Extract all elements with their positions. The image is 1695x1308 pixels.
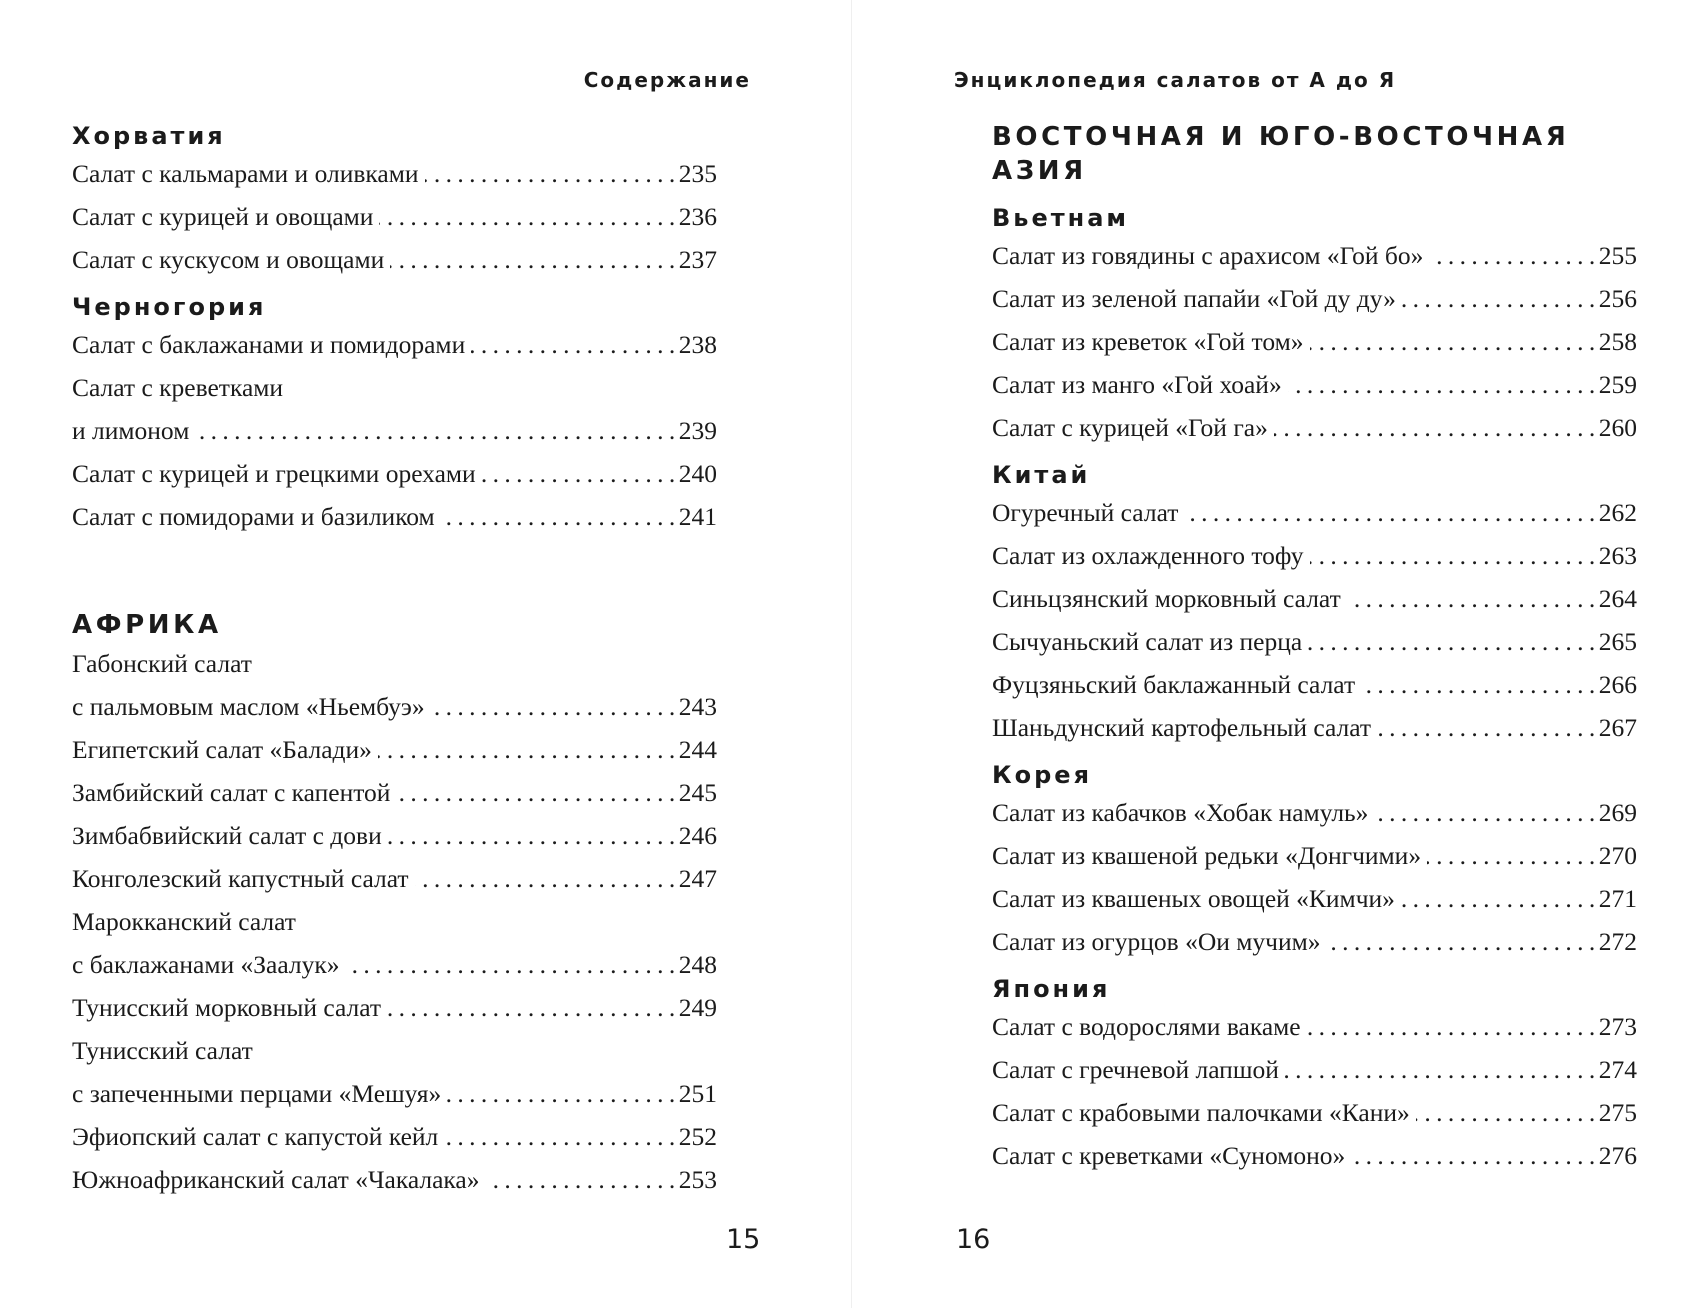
toc-entry[interactable] (992, 1134, 1637, 1177)
toc-entry[interactable] (72, 1158, 717, 1201)
dot-leader (1377, 706, 1595, 749)
right-page (852, 0, 1695, 1308)
toc-entry[interactable] (72, 195, 717, 238)
section-heading: Корея (992, 761, 1092, 789)
section-spacer (72, 548, 717, 608)
entry-page: 252 (678, 1122, 717, 1151)
entry-title: Салат с водорослями вакаме (992, 1012, 1301, 1041)
dot-leader (425, 152, 675, 195)
entry-page: 259 (1598, 370, 1637, 399)
entry-page: 262 (1598, 498, 1637, 527)
entry-title-line1[interactable]: Марокканский салат (72, 907, 296, 936)
dot-leader (1184, 491, 1594, 534)
entry-title: Салат из квашеной редьки «Донгчими» (992, 841, 1422, 870)
entry-page: 258 (1598, 327, 1637, 356)
entry-page: 276 (1598, 1141, 1637, 1170)
dot-leader (1310, 534, 1595, 577)
entry-title: Салат с курицей и овощами (72, 202, 374, 231)
entry-title: Сычуаньский салат из перца (992, 627, 1303, 656)
dot-leader (431, 685, 675, 728)
toc-entry[interactable] (72, 495, 717, 538)
entry-page: 260 (1598, 413, 1637, 442)
entry-title: с баклажанами «Заалук» (72, 950, 340, 979)
toc-entry[interactable] (992, 277, 1637, 320)
entry-title: Салат из креветок «Гой том» (992, 327, 1304, 356)
dot-leader (390, 238, 675, 281)
toc-entry[interactable] (72, 1115, 717, 1158)
dot-leader (1401, 877, 1595, 920)
region-heading: ВОСТОЧНАЯ И ЮГО-ВОСТОЧНАЯ АЗИЯ (992, 122, 1570, 186)
toc-entry[interactable] (992, 491, 1637, 534)
entry-title: Тунисский морковный салат (72, 993, 382, 1022)
page-number: 15 (726, 1224, 761, 1255)
entry-page: 248 (678, 950, 717, 979)
dot-leader (345, 943, 674, 986)
entry-title-line1[interactable]: Габонский салат (72, 649, 252, 678)
dot-leader (447, 1072, 674, 1115)
entry-page: 275 (1598, 1098, 1637, 1127)
toc-entry[interactable] (992, 1048, 1637, 1091)
dot-leader (388, 814, 675, 857)
entry-page: 264 (1598, 584, 1637, 613)
entry-title: Салат из огурцов «Ои мучим» (992, 927, 1321, 956)
entry-title: Синьцзянский морковный салат (992, 584, 1341, 613)
toc-entry[interactable] (992, 663, 1637, 706)
entry-title: Салат с курицей «Гой га» (992, 413, 1268, 442)
entry-page: 256 (1598, 284, 1637, 313)
section-heading: Япония (992, 975, 1111, 1003)
entry-title-line1[interactable]: Тунисский салат (72, 1036, 253, 1065)
toc-entry[interactable] (992, 1091, 1637, 1134)
toc-entry[interactable] (72, 986, 717, 1029)
entry-page: 271 (1598, 884, 1637, 913)
entry-title: Фуцзяньский баклажанный салат (992, 670, 1356, 699)
toc-entry[interactable] (992, 791, 1637, 834)
entry-page: 265 (1598, 627, 1637, 656)
entry-page: 245 (678, 778, 717, 807)
entry-page: 267 (1598, 713, 1637, 742)
toc-entry[interactable] (992, 577, 1637, 620)
entry-title: и лимоном (72, 416, 190, 445)
dot-leader (1307, 1005, 1595, 1048)
toc-entry[interactable] (992, 706, 1637, 749)
entry-title: Салат с кальмарами и оливками (72, 159, 419, 188)
toc-section-japan (992, 973, 1637, 1177)
toc-entry[interactable] (992, 406, 1637, 449)
section-heading: Вьетнам (992, 204, 1130, 232)
entry-page: 253 (678, 1165, 717, 1194)
entry-page: 270 (1598, 841, 1637, 870)
entry-title: Салат с помидорами и базиликом (72, 502, 435, 531)
entry-title: Южноафриканский салат «Чакалака» (72, 1165, 480, 1194)
entry-title: с пальмовым маслом «Ньембуэ» (72, 692, 425, 721)
entry-title: Салат из охлажденного тофу (992, 541, 1304, 570)
toc-entry[interactable] (992, 620, 1637, 663)
entry-title: Замбийский салат с капентой (72, 778, 391, 807)
toc-entry[interactable] (992, 234, 1637, 277)
region-heading: АФРИКА (72, 610, 222, 640)
toc-entry[interactable] (72, 238, 717, 281)
toc-entry[interactable] (992, 320, 1637, 363)
entry-title: Египетский салат «Балади» (72, 735, 372, 764)
running-head: Энциклопедия салатов от А до Я (954, 68, 1397, 92)
entry-page: 238 (678, 330, 717, 359)
dot-leader (396, 771, 674, 814)
toc-section-china (992, 459, 1637, 749)
entry-page: 241 (678, 502, 717, 531)
dot-leader (1347, 577, 1595, 620)
toc-section-korea (992, 759, 1637, 963)
dot-leader (1288, 363, 1595, 406)
entry-title: Огуречный салат (992, 498, 1179, 527)
dot-leader (1327, 920, 1595, 963)
entry-page: 235 (678, 159, 717, 188)
dot-leader (415, 857, 675, 900)
section-heading: Китай (992, 461, 1091, 489)
entry-page: 263 (1598, 541, 1637, 570)
running-head: Содержание (583, 68, 751, 92)
toc-entry[interactable] (72, 943, 717, 986)
entry-title: Зимбабвийский салат с дови (72, 821, 382, 850)
dot-leader (486, 1158, 675, 1201)
toc-entry[interactable] (72, 771, 717, 814)
dot-leader (1374, 791, 1594, 834)
entry-page: 243 (678, 692, 717, 721)
toc-entry[interactable] (992, 920, 1637, 963)
entry-page: 269 (1598, 798, 1637, 827)
entry-title: Салат из кабачков «Хобак намуль» (992, 798, 1369, 827)
dot-leader (471, 323, 675, 366)
toc-entry[interactable] (72, 323, 717, 366)
toc-section-vietnam (992, 202, 1637, 449)
entry-page: 255 (1598, 241, 1637, 270)
dot-leader (1285, 1048, 1595, 1091)
entry-page: 273 (1598, 1012, 1637, 1041)
entry-page: 272 (1598, 927, 1637, 956)
entry-page: 246 (678, 821, 717, 850)
toc-entry[interactable] (992, 534, 1637, 577)
toc-section-croatia (72, 120, 717, 281)
entry-title: Салат из зеленой папайи «Гой ду ду» (992, 284, 1396, 313)
section-heading: Черногория (72, 293, 267, 321)
entry-page: 239 (678, 416, 717, 445)
toc-entry[interactable] (72, 857, 717, 900)
toc-entry[interactable] (992, 834, 1637, 877)
dot-leader (387, 986, 675, 1029)
entry-page: 251 (678, 1079, 717, 1108)
entry-title: Конголезский капустный салат (72, 864, 409, 893)
dot-leader (195, 409, 674, 452)
entry-page: 247 (678, 864, 717, 893)
entry-title-line1[interactable]: Салат с креветками (72, 373, 284, 402)
entry-title: Эфиопский салат с капустой кейл (72, 1122, 439, 1151)
toc-entry[interactable] (72, 685, 717, 728)
entry-title: Салат из говядины с арахисом «Гой бо» (992, 241, 1424, 270)
entry-title: Салат с курицей и грецкими орехами (72, 459, 476, 488)
dot-leader (1310, 320, 1595, 363)
dot-leader (1427, 834, 1595, 877)
toc-region-africa (72, 608, 717, 1201)
toc-entry[interactable] (992, 1005, 1637, 1048)
entry-page: 237 (678, 245, 717, 274)
toc-entry[interactable] (992, 877, 1637, 920)
toc-entry[interactable] (72, 814, 717, 857)
entry-title: Салат из манго «Гой хоай» (992, 370, 1282, 399)
toc-section-montenegro (72, 291, 717, 538)
entry-title: Салат с гречневой лапшой (992, 1055, 1279, 1084)
entry-title: Салат из квашеных овощей «Кимчи» (992, 884, 1395, 913)
dot-leader (444, 1115, 674, 1158)
section-heading: Хорватия (72, 122, 226, 150)
entry-title: Салат с крабовыми палочками «Кани» (992, 1098, 1410, 1127)
entry-page: 274 (1598, 1055, 1637, 1084)
dot-leader (1416, 1091, 1595, 1134)
table-of-contents (72, 120, 717, 1211)
toc-entry[interactable] (72, 1072, 717, 1115)
dot-leader (1402, 277, 1595, 320)
dot-leader (1429, 234, 1594, 277)
toc-entry[interactable] (72, 452, 717, 495)
table-of-contents (992, 120, 1637, 1187)
dot-leader (1351, 1134, 1594, 1177)
entry-title: с запеченными перцами «Мешуя» (72, 1079, 442, 1108)
entry-page: 249 (678, 993, 717, 1022)
dot-leader (379, 195, 674, 238)
entry-page: 240 (678, 459, 717, 488)
entry-title: Салат с креветками «Суномоно» (992, 1141, 1346, 1170)
toc-entry[interactable] (72, 409, 717, 452)
toc-entry[interactable] (72, 728, 717, 771)
entry-page: 266 (1598, 670, 1637, 699)
entry-title: Шаньдунский картофельный салат (992, 713, 1372, 742)
entry-page: 236 (678, 202, 717, 231)
dot-leader (1274, 406, 1595, 449)
dot-leader (1361, 663, 1595, 706)
dot-leader (482, 452, 675, 495)
entry-title: Салат с баклажанами и помидорами (72, 330, 466, 359)
toc-entry[interactable] (992, 363, 1637, 406)
dot-leader (441, 495, 675, 538)
page-number: 16 (956, 1224, 991, 1255)
dot-leader (1308, 620, 1595, 663)
entry-title: Салат с кускусом и овощами (72, 245, 385, 274)
dot-leader (378, 728, 675, 771)
toc-entry[interactable] (72, 152, 717, 195)
entry-page: 244 (678, 735, 717, 764)
